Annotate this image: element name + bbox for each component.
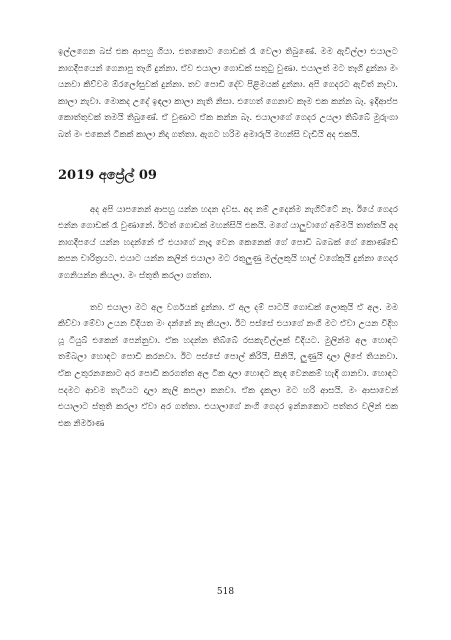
page-number: 518 [216, 587, 235, 597]
page-body [58, 44, 398, 432]
body-paragraph: අද අපි යාපනෙන් ආපහු යන්න හදන දවස. අද නම් උදෙන්ම නැගිට්ටේ නෑ. ඊයේ ගෙදර එන්න ගොඩක් රෑ වුණානේ. ඊටත් ගොඩක් මහන්සියි එකයි. මගේ යාලුවාගේ අම්මයි තාත්තයි අද නාගදීපයේ යන්න හදන්නේ ඒ එයාගේ නෑදෑ වෙන කෙනෙක් ගේ පොඩි බබෙක් ගේ කොණ්ඩේ කපන චාරිත්‍රයට. එයාට යන්න කලින් එයාලා මට රතුලුණු මල්ලකුයි හාල් වගේකුයි දුන්නා ගෙදර ගෙනියන්න කියලා. මං ස්තුති කරලා ගත්තා. [58, 204, 398, 281]
date-heading: 2019 අප්‍රේල් 09 [58, 167, 157, 183]
body-paragraph: ඉල්ලගෙන බස් එක ආපහු ගියා. එතකොට ගොඩක් රෑ වෙලා තිබුණේ. මම ඇවිල්ලා එයාලට නාගදීපයෙන් ගෙනාපු තෑගි දුන්නා. ඒව එයාලා ගොඩක් සතුටු වුණා. එයාලත් මට තෑගි දුන්නා මං යනවා කිව්වම ඕරලෝසුවක් දුන්නා. තව පොඩි දේව පිළිමයක් දුන්නා. අපි ගෙදරට ඇවිත් නෑවා. කාලා නැවා. මොකද උදේ ඉඳලා කාලා නැති නිසා. එහෙත් ගෙනාව කෑම එක කන්න බෑ. ඉදිආප්ප කොත්තුවක් තමයි තිබුණේ. ඒ වුණාට ඒක කන්න බෑ. එයාලාගේ ගෙදර උයලා තිබ්බේ මුරුංගා බත් මං එකෙන් ටිකක් කාලා නිදා ගත්තා. ඇගට හරිම අමාරුයි මහන්සි වැඩියි අද එකයි. [58, 47, 398, 140]
body-paragraph: තව එයාලා මට අල වර්ගයක් දුන්නා. ඒ අල දම් පාටයි ගොඩක් ලොකුයි ඒ අල. මම කිව්වා මේවා උයන විදියත මං දන්නේ නෑ කියලා. ඊට පස්සේ එයාගේ නංගි මට ඒවා උයන විදිහ යූ ටියුබ් එකෙන් පෙන්නුවා. ඒක හදන්න තිබ්බේ රසකැවිල්ලක් විදියට. මුලින්ම අල හොඳට තම්බලා හොඳට පොඩි කරනවා. ඊට පස්සේ පොල් කිරියි, සීනියි, ලුණුයි දාලා ලිපේ තියනවා. ඒක උතුරනකොට අර පොඩි කරගත්ත අල ටික දාලා හොඳට කැඳ වෙනකම් හැඳි ගානවා. හොඳට පදමට ආවම තැටියට දාලා කැලි කපලා කනවා. ඒක දැකලා මට හරි ආසයි. මං ආසාවෙන් එයාලාට ස්තුති කරලා ඒවා අර ගත්තා. එයාලාගේ නංගි ගෙදර ඉන්නකොට පත්තර වලින් එක එක නිර්මාණ [58, 302, 398, 429]
paragraph-spacer [58, 285, 398, 300]
